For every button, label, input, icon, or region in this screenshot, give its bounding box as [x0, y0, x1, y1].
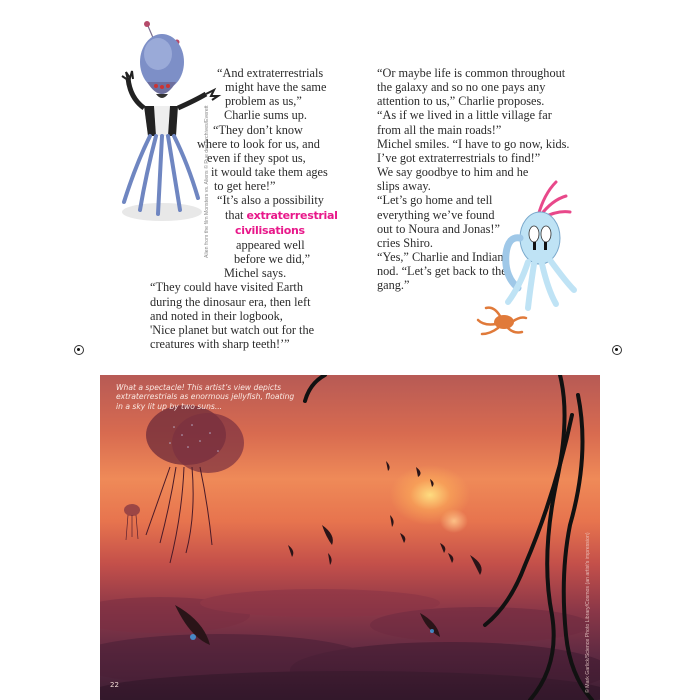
text-line: it would take them ages [211, 165, 328, 180]
text-line: appeared well [236, 237, 305, 252]
text-line: Charlie sums up. [224, 108, 307, 123]
illustration-credit: © Mark Garlick/Science Photo Library/Cosmos (an artist’s impression) [585, 532, 591, 693]
text-line: where to look for us, and [197, 136, 320, 151]
text-line: to get here!” [214, 179, 276, 194]
text-line: gang.” [377, 278, 410, 293]
story-text-left [100, 66, 360, 351]
octopus-illustration [470, 176, 580, 336]
text-line: and noted in their logbook, [150, 308, 283, 323]
text-line: problem as us,” [225, 94, 302, 109]
photo-credit: Alien from the film Monsters vs. Aliens © Rue des Archives/Everett [204, 105, 210, 258]
illustration-caption: What a spectacle! This artist’s view depicts extraterrestrials as enormous jellyfish, floating in a sky lit up by two suns... [116, 383, 295, 411]
text-line: nod. “Let’s get back to the [377, 264, 507, 279]
jellyfish-icon [146, 405, 244, 563]
page-number: 22 [110, 681, 119, 689]
text-line: Michel smiles. “I have to go now, kids. [377, 136, 570, 151]
jellyfish-sky-illustration [100, 375, 600, 700]
text-line: “Yes,” Charlie and Indiana [377, 250, 509, 265]
text-line: We say goodbye to him and he [377, 165, 529, 180]
left-column [100, 0, 360, 350]
text-line: I’ve got extraterrestrials to find!” [377, 150, 541, 165]
text-line: during the dinosaur era, then left [150, 294, 311, 309]
text-line: creatures with sharp teeth!’” [150, 336, 290, 351]
text-line [100, 223, 360, 238]
text-line: “And extraterrestrials [217, 66, 324, 80]
text-line: the galaxy and so no one pays any [377, 80, 546, 95]
text-line: 'Nice planet but watch out for the [150, 322, 315, 337]
text-line: attention to us,” Charlie proposes. [377, 94, 545, 109]
registration-mark-icon [74, 345, 84, 355]
text-line: might have the same [225, 80, 327, 95]
text-line: “As if we lived in a little village far [377, 108, 552, 123]
text-line: even if they spot us, [207, 150, 306, 165]
text-fragment: that [225, 207, 247, 222]
text-line: out to Noura and Jonas!” [377, 221, 500, 236]
text-line: “It’s also a possibility [217, 193, 324, 208]
text-line: “They could have visited Earth [150, 280, 303, 295]
text-line: Michel says. [224, 266, 287, 281]
text-line: everything we’ve found [377, 207, 495, 222]
highlight-term: extraterrestrial [246, 208, 338, 222]
text-line: slips away. [377, 179, 431, 194]
text-line: “Let’s go home and tell [377, 193, 493, 208]
registration-mark-icon [612, 345, 622, 355]
text-line [100, 208, 360, 223]
text-line: “Or maybe life is common throughout [377, 66, 566, 80]
illustration-scene [100, 375, 600, 700]
text-line: cries Shiro. [377, 235, 434, 250]
text-line: “They don’t know [213, 122, 303, 137]
text-line: before we did,” [234, 252, 311, 267]
text-line: from all the main roads!” [377, 122, 502, 137]
highlight-term: civilisations [235, 223, 305, 237]
